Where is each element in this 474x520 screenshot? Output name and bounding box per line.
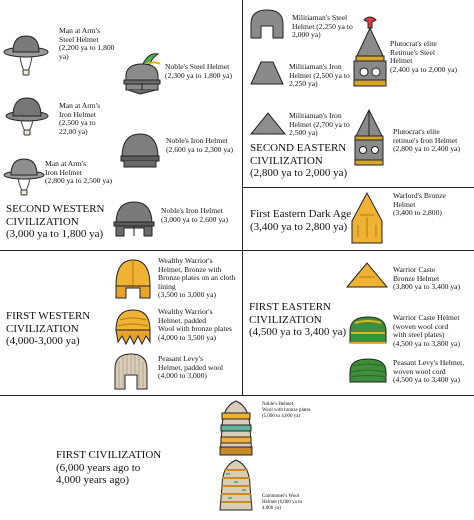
plutocrat-iron-helmet-icon	[351, 108, 387, 170]
plutocrat-iron-label: Plutocrat's elite retinue's Iron Helmet (2,800 ya to 2,400 ya)	[393, 127, 461, 154]
wealthy-warrior-bronze-helmet-icon	[112, 256, 154, 302]
plutocrat-steel-label: Plutocrat's elite Retinue's Steel Helmet (2,400 ya to 2,000 ya)	[390, 39, 458, 74]
panel-first-civilization	[0, 396, 474, 520]
man-at-arms-iron-helmet-2-icon	[2, 155, 46, 199]
warrior-caste-bronze-label: Warrior Caste Bronze Helmet (3,800 ya to 3,400 ya)	[393, 265, 461, 292]
nobles-wool-label: Noble's Helmet, Wool with bronze plates (5,000 to 4,000 ya)	[262, 402, 311, 419]
man-at-arms-steel-label: Man at Arm's Steel Helmet (2,200 ya to 1,800 ya)	[59, 26, 115, 61]
militiaman-iron-label-1: Militiaman's Iron Helmet (2,500 ya to 2,250 ya)	[289, 62, 350, 89]
panel-first-eastern	[243, 251, 474, 395]
peasant-levy-wool-helmet-icon	[111, 351, 151, 393]
nobles-iron-helmet-icon	[118, 130, 163, 170]
panel-first-eastern-dark-age	[243, 188, 474, 250]
man-at-arms-iron-helmet-icon	[3, 92, 53, 140]
militiaman-steel-label: Militiaman's Steel Helmet (2,250 ya to 2,000 ya)	[292, 13, 353, 40]
wealthy-warrior-bronze-label: Wealthy Warrior's Helmet, Bronze with Bronze plates on an cloth lining (3,500 to 3,000 ya)	[158, 256, 236, 300]
nobles-iron-helmet-2-icon	[110, 198, 158, 240]
nobles-iron-label-1: Noble's Iron Helmet (2,600 ya to 2,300 ya)	[166, 136, 234, 154]
first-eastern-title: FIRST EASTERN CIVILIZATION (4,500 ya to 3,400 ya)	[249, 301, 347, 338]
panel-second-western	[0, 0, 242, 250]
first-civilization-title: FIRST CIVILIZATION (6,000 years ago to 4,000 years ago)	[56, 449, 162, 486]
militiaman-iron-helmet-icon	[249, 58, 285, 88]
warrior-caste-bronze-helmet-icon	[343, 259, 391, 291]
second-eastern-title: SECOND EASTERN CIVILIZATION (2,800 ya to 2,000 ya)	[250, 142, 348, 179]
man-at-arms-iron-label-2: Man at Arm's Iron Helmet (2,800 ya to 2,500 ya)	[45, 159, 113, 186]
commoners-wool-helmet-icon	[216, 458, 256, 514]
militiaman-iron-label-2: Militiaman's Iron Helmet (2,700 ya to 2,500 ya)	[289, 111, 350, 138]
commoners-wool-label: Commoner's Wool Helmet (6,000 ya to 4,000 ya)	[262, 494, 302, 511]
warrior-caste-wool-label: Warrior Caste Helmet (woven wool cord with steel plates) (4,500 ya to 3,800 ya)	[393, 313, 461, 348]
man-at-arms-iron-label-1: Man at Arm's Iron Helmet (2,500 ya to 22,00 ya)	[59, 101, 101, 136]
dark-age-title: First Eastern Dark Age (3,400 ya to 2,800 ya)	[250, 208, 352, 233]
warrior-caste-wool-helmet-icon	[347, 313, 389, 347]
warlords-bronze-label: Warlord's Bronze Helmet (3,400 to 2,800)	[393, 191, 446, 218]
wealthy-warrior-wool-label: Wealthy Warrior's Helmet, padded Wool with bronze plates (4,000 to 3,500 ya)	[158, 307, 232, 342]
panel-second-eastern	[243, 0, 474, 187]
second-western-title: SECOND WESTERN CIVILIZATION (3,000 ya to 1,800 ya)	[6, 203, 105, 240]
panel-first-western	[0, 251, 242, 395]
nobles-wool-bronze-helmet-icon	[216, 399, 256, 459]
nobles-steel-helmet-icon	[118, 50, 166, 100]
nobles-steel-label: Noble's Steel Helmet (2,300 ya to 1,800 ya)	[165, 62, 233, 80]
plutocrat-steel-helmet-icon	[350, 14, 390, 92]
warlords-bronze-helmet-icon	[348, 191, 386, 247]
peasant-levy-woven-label: Peasant Levy's Helmet, woven wool cord (4,500 ya to 3,400 ya)	[393, 358, 465, 385]
nobles-iron-label-2: Noble's Iron Helmet (3,000 ya to 2,600 ya)	[161, 206, 229, 224]
peasant-levy-wool-label: Peasant Levy's Helmet, padded wool (4,000 to 3,000)	[158, 354, 224, 381]
militiaman-steel-helmet-icon	[247, 6, 287, 46]
first-western-title: FIRST WESTERN CIVILIZATION (4,000-3,000 ya)	[6, 310, 91, 347]
militiaman-iron-helmet-2-icon	[249, 110, 287, 138]
man-at-arms-steel-helmet-icon	[2, 30, 52, 80]
wealthy-warrior-wool-helmet-icon	[112, 306, 154, 350]
peasant-levy-woven-helmet-icon	[347, 356, 389, 386]
